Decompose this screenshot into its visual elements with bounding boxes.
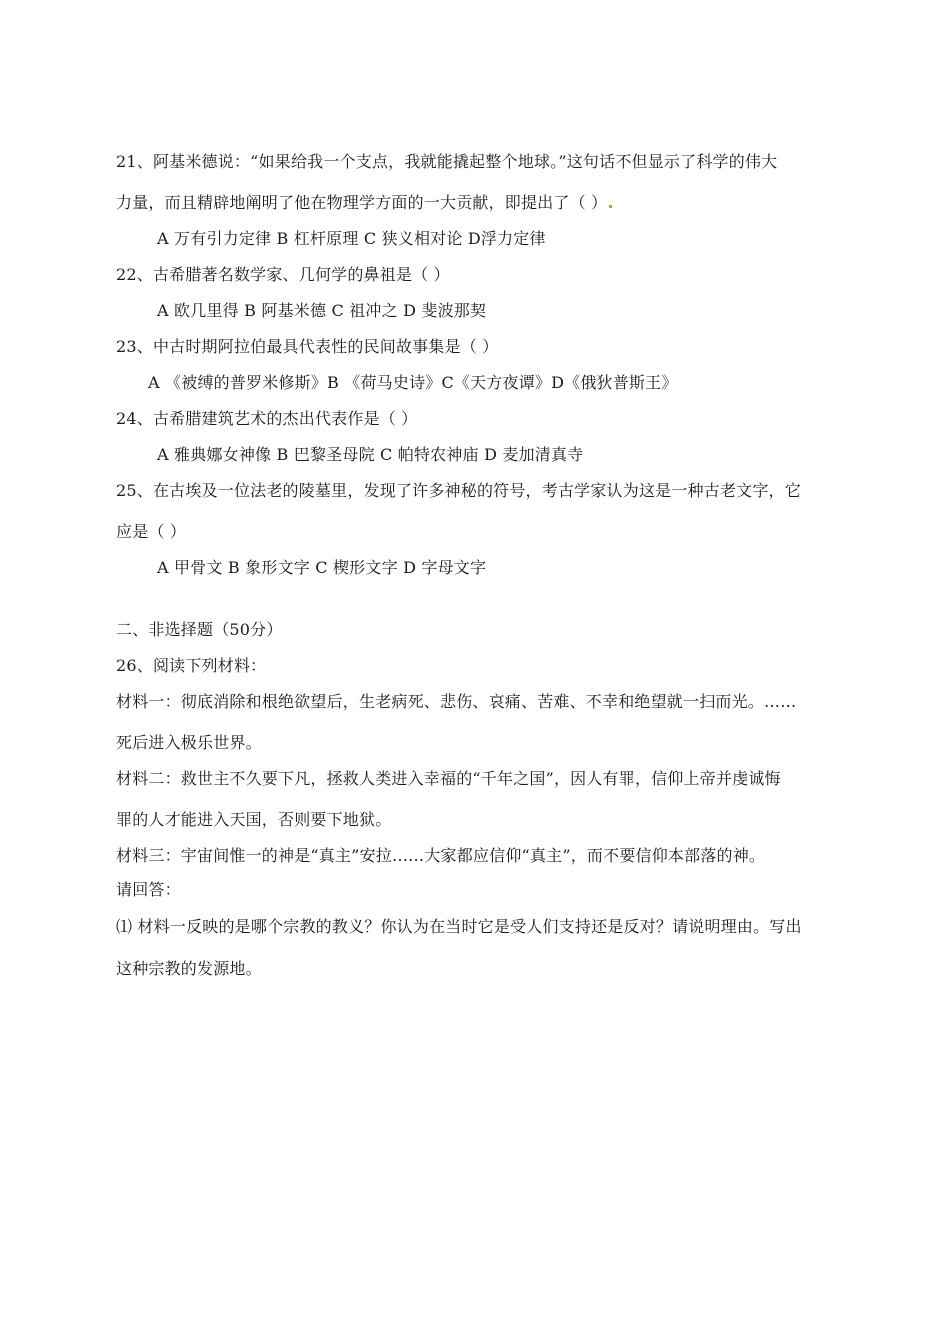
answer-prompt: 请回答：: [116, 880, 181, 899]
q21-stem-line1: 21、阿基米德说：“如果给我一个支点，我就能撬起整个地球。”这句话不但显示了科学的伟大: [116, 152, 778, 171]
material-2-line2: 罪的人才能进入天国，否则要下地狱。: [116, 810, 392, 829]
q23-stem: 23、中古时期阿拉伯最具代表性的民间故事集是（ ）: [116, 337, 499, 356]
section2-heading: 二、非选择题（50分）: [116, 620, 283, 639]
stray-mark: [609, 205, 612, 208]
q22-options: A 欧几里得 B 阿基米德 C 祖冲之 D 斐波那契: [157, 301, 487, 320]
sub-question-1-line1: ⑴ 材料一反映的是哪个宗教的教义？你认为在当时它是受人们支持还是反对？请说明理由。写出: [116, 917, 802, 936]
material-2-line1: 材料二：救世主不久要下凡，拯救人类进入幸福的“千年之国”，因人有罪，信仰上帝并虔诚悔: [116, 769, 781, 788]
q25-options: A 甲骨文 B 象形文字 C 楔形文字 D 字母文字: [157, 558, 487, 577]
material-1-line2: 死后进入极乐世界。: [116, 733, 262, 752]
q24-options: A 雅典娜女神像 B 巴黎圣母院 C 帕特农神庙 D 麦加清真寺: [157, 445, 584, 464]
q25-stem-line1: 25、在古埃及一位法老的陵墓里，发现了许多神秘的符号，考古学家认为这是一种古老文字，它: [116, 481, 801, 500]
sub-question-1-line2: 这种宗教的发源地。: [116, 959, 262, 978]
q26-intro: 26、阅读下列材料：: [116, 656, 267, 675]
q21-stem-line2: [116, 193, 612, 213]
q21-options: A 万有引力定律 B 杠杆原理 C 狭义相对论 D浮力定律: [157, 229, 546, 248]
q24-stem: 24、古希腊建筑艺术的杰出代表作是（ ）: [116, 409, 418, 428]
material-3: 材料三：宇宙间惟一的神是“真主”安拉……大家都应信仰“真主”，而不要信仰本部落的神。: [116, 846, 766, 865]
q21-stem-line2-text: 力量，而且精辟地阐明了他在物理学方面的一大贡献，即提出了（ ）: [116, 193, 608, 212]
q22-stem: 22、古希腊著名数学家、几何学的鼻祖是（ ）: [116, 265, 450, 284]
material-1-line1: 材料一：彻底消除和根绝欲望后，生老病死、悲伤、哀痛、苦难、不幸和绝望就一扫而光。……: [116, 692, 797, 711]
q25-stem-line2: 应是（ ）: [116, 522, 187, 541]
q23-options: A 《被缚的普罗米修斯》B 《荷马史诗》C《天方夜谭》D《俄狄普斯王》: [148, 373, 678, 392]
